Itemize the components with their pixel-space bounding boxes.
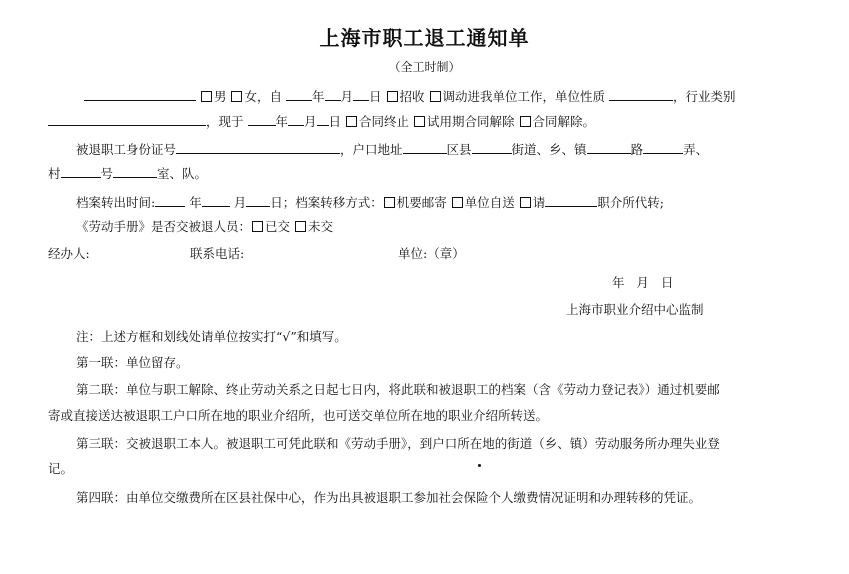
id-number-blank[interactable] — [176, 140, 340, 154]
row-archive: 档案转出时间: 年 月 日；档案转移方式： 机要邮寄 单位自送 请 职介所代转; — [76, 195, 664, 210]
address-street-blank[interactable] — [472, 140, 512, 154]
end-year-blank[interactable] — [248, 112, 276, 126]
self-deliver-checkbox[interactable] — [452, 197, 463, 208]
agency-name-blank[interactable] — [545, 193, 597, 207]
note-instruction: 注：上述方框和划线处请单位按实打“√”和填写。 — [76, 329, 347, 344]
row-handbook: 《劳动手册》是否交被退人员： 已交 未交 — [76, 219, 334, 234]
row-employment: 男 女，自 年 月 日 招收 调动进我单位工作，单位性质 ，行业类别 — [84, 87, 736, 106]
date-line: 年 月 日 — [612, 275, 674, 290]
start-month-blank[interactable] — [325, 87, 341, 101]
address-number-blank[interactable] — [113, 164, 157, 178]
supervisor-text: 上海市职业介绍中心监制 — [566, 302, 704, 317]
start-year-blank[interactable] — [286, 87, 312, 101]
not-handed-checkbox[interactable] — [295, 221, 306, 232]
address-road-blank[interactable] — [643, 140, 683, 154]
row-village: 村 号 室、队。 — [48, 166, 208, 181]
contract-end-checkbox[interactable] — [346, 116, 357, 127]
form-title: 上海市职工退工通知单 — [319, 26, 530, 50]
handler-label: 经办人: — [48, 246, 90, 261]
stray-mark — [478, 464, 481, 467]
handed-checkbox[interactable] — [252, 221, 263, 232]
unit-nature-blank[interactable] — [609, 87, 673, 101]
phone-label: 联系电话: — [190, 246, 245, 261]
archive-year-blank[interactable] — [155, 193, 185, 207]
name-blank[interactable] — [84, 87, 196, 101]
male-checkbox[interactable] — [201, 91, 212, 102]
female-checkbox[interactable] — [231, 91, 242, 102]
end-day-blank[interactable] — [317, 112, 329, 126]
note-copy-3-line-2: 记。 — [48, 461, 74, 476]
form-subtitle: （全工时制） — [388, 60, 461, 74]
confidential-mail-checkbox[interactable] — [384, 197, 395, 208]
archive-month-blank[interactable] — [202, 193, 230, 207]
note-copy-2-line-2: 寄或直接送达被退职工户口所在地的职业介绍所，也可送交单位所在地的职业介绍所转送。 — [48, 408, 549, 423]
probation-end-checkbox[interactable] — [414, 116, 425, 127]
contract-release-checkbox[interactable] — [520, 116, 531, 127]
start-day-blank[interactable] — [353, 87, 369, 101]
industry-blank[interactable] — [48, 112, 206, 126]
end-month-blank[interactable] — [288, 112, 304, 126]
recruit-checkbox[interactable] — [387, 91, 398, 102]
address-village-blank[interactable] — [61, 164, 101, 178]
unit-seal-label: 单位:（章） — [398, 246, 465, 261]
row-termination: ，现于 年 月 日 合同终止 试用期合同解除 合同解除。 — [48, 112, 595, 131]
agency-checkbox[interactable] — [520, 197, 531, 208]
row-identity: 被退职工身份证号 ，户口地址 区县 街道、乡、镇 路 弄、 — [76, 142, 709, 157]
address-district-blank[interactable] — [403, 140, 447, 154]
address-town-blank[interactable] — [587, 140, 631, 154]
archive-day-blank[interactable] — [246, 193, 270, 207]
note-copy-2-line-1: 第二联：单位与职工解除、终止劳动关系之日起七日内，将此联和被退职工的档案（含《劳动力登记表》）通过机要邮 — [76, 382, 720, 397]
transfer-checkbox[interactable] — [430, 91, 441, 102]
note-copy-4: 第四联：由单位交缴费所在区县社保中心，作为出具被退职工参加社会保险个人缴费情况证明和办理转移的凭证。 — [76, 490, 702, 505]
note-copy-3-line-1: 第三联：交被退职工本人。被退职工可凭此联和《劳动手册》，到户口所在地的街道（乡、镇）劳动服务所办理失业登 — [76, 436, 720, 451]
note-copy-1: 第一联：单位留存。 — [76, 355, 189, 370]
